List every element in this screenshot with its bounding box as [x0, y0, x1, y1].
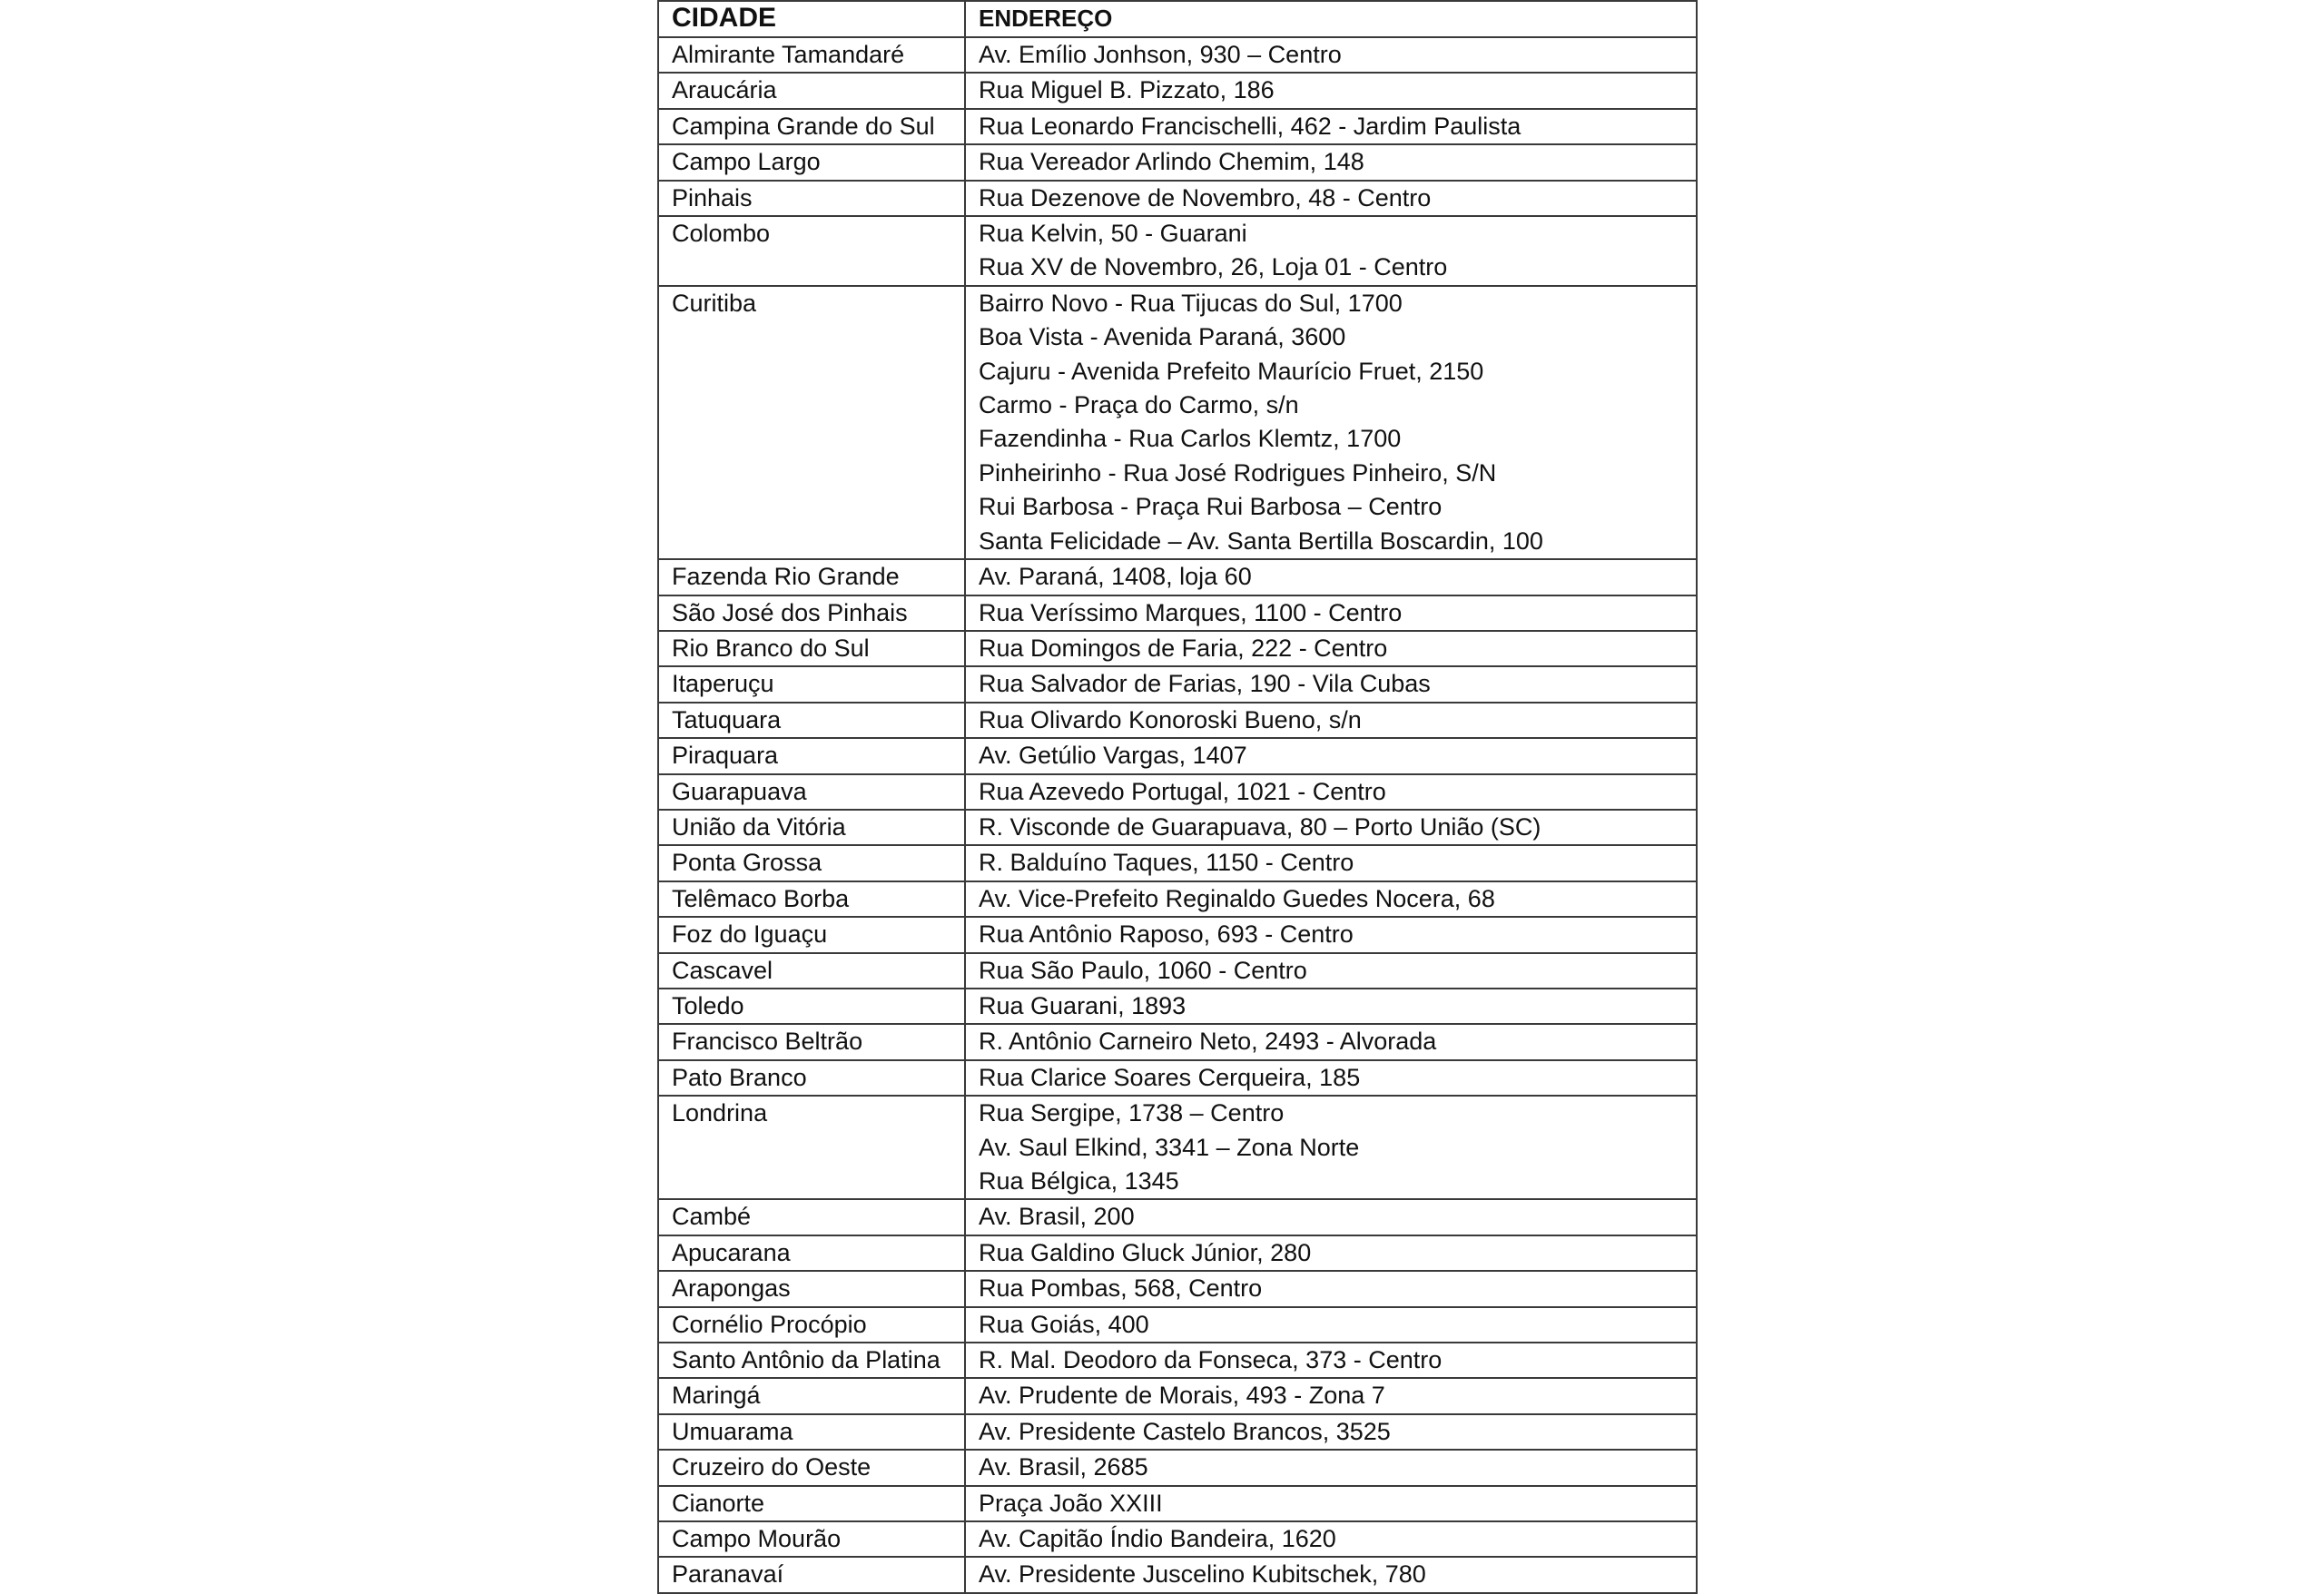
address-line: Rui Barbosa - Praça Rui Barbosa – Centro: [979, 493, 1443, 521]
table-row: [658, 1343, 1697, 1378]
table-row: [658, 917, 1697, 952]
address-cell: [965, 666, 1697, 702]
address-line: R. Balduíno Taques, 1150 - Centro: [979, 849, 1354, 877]
city-cell: Campo Mourão: [658, 1521, 965, 1557]
city-cell: Arapongas: [658, 1271, 965, 1306]
city-cell: Cruzeiro do Oeste: [658, 1450, 965, 1485]
city-cell: Cianorte: [658, 1486, 965, 1521]
address-line: Rua Miguel B. Pizzato, 186: [979, 76, 1275, 104]
address-cell: [965, 881, 1697, 917]
address-cell: [965, 1414, 1697, 1450]
table-row: [658, 1557, 1697, 1592]
table-row: [658, 1378, 1697, 1413]
address-line: Carmo - Praça do Carmo, s/n: [979, 391, 1299, 419]
address-line: Av. Getúlio Vargas, 1407: [979, 742, 1247, 770]
table-row: [658, 989, 1697, 1024]
table-body: [658, 37, 1697, 1593]
city-cell: Campo Largo: [658, 144, 965, 180]
address-cell: [965, 1271, 1697, 1306]
table-row: [658, 1521, 1697, 1557]
address-cell: [965, 774, 1697, 810]
address-line: Rua Veríssimo Marques, 1100 - Centro: [979, 598, 1403, 626]
address-line: Av. Emílio Jonhson, 930 – Centro: [979, 41, 1342, 68]
address-cell: [965, 73, 1697, 108]
address-cell: [965, 286, 1697, 559]
address-line: Fazendinha - Rua Carlos Klemtz, 1700: [979, 425, 1402, 453]
address-line: Av. Saul Elkind, 3341 – Zona Norte: [979, 1133, 1360, 1161]
table-row: [658, 845, 1697, 881]
city-cell: Santo Antônio da Platina: [658, 1343, 965, 1378]
city-cell: Pato Branco: [658, 1060, 965, 1096]
header-row: [658, 1, 1697, 37]
address-cell: [965, 1450, 1697, 1485]
table-row: [658, 181, 1697, 216]
address-line: Rua Domingos de Faria, 222 - Centro: [979, 634, 1388, 662]
address-line: Av. Brasil, 2685: [979, 1453, 1148, 1481]
address-line: Rua Bélgica, 1345: [979, 1167, 1179, 1195]
table-row: [658, 109, 1697, 144]
table-header: [658, 1, 1697, 37]
address-cell: [965, 1486, 1697, 1521]
address-line: Rua Vereador Arlindo Chemim, 148: [979, 148, 1364, 176]
address-line: Av. Prudente de Morais, 493 - Zona 7: [979, 1382, 1385, 1410]
address-line: Rua Clarice Soares Cerqueira, 185: [979, 1063, 1361, 1091]
address-cell: [965, 1521, 1697, 1557]
city-cell: Umuarama: [658, 1414, 965, 1450]
table-row: [658, 216, 1697, 286]
city-cell: Apucarana: [658, 1235, 965, 1271]
city-cell: São José dos Pinhais: [658, 595, 965, 631]
city-cell: Pinhais: [658, 181, 965, 216]
table-row: [658, 286, 1697, 559]
table-row: [658, 631, 1697, 666]
city-cell: Telêmaco Borba: [658, 881, 965, 917]
address-line: Pinheirinho - Rua José Rodrigues Pinheiro, S/N: [979, 458, 1497, 487]
address-table: [657, 0, 1698, 1594]
table-row: [658, 1060, 1697, 1096]
city-cell: Paranavaí: [658, 1557, 965, 1592]
address-line: Rua Kelvin, 50 - Guarani: [979, 220, 1247, 248]
address-line: Rua Goiás, 400: [979, 1310, 1149, 1338]
city-cell: Ponta Grossa: [658, 845, 965, 881]
address-line: R. Mal. Deodoro da Fonseca, 373 - Centro: [979, 1346, 1443, 1374]
address-line: Boa Vista - Avenida Paraná, 3600: [979, 323, 1346, 351]
address-line: Rua Galdino Gluck Júnior, 280: [979, 1238, 1312, 1266]
city-cell: Cornélio Procópio: [658, 1307, 965, 1343]
address-line: Bairro Novo - Rua Tijucas do Sul, 1700: [979, 289, 1403, 317]
address-cell: [965, 1307, 1697, 1343]
address-line: Rua Pombas, 568, Centro: [979, 1274, 1263, 1303]
table-row: [658, 703, 1697, 738]
table-row: [658, 1486, 1697, 1521]
address-cell: [965, 1378, 1697, 1413]
table-row: [658, 810, 1697, 845]
address-cell: [965, 1557, 1697, 1592]
city-cell: Campina Grande do Sul: [658, 109, 965, 144]
table-row: [658, 738, 1697, 773]
city-cell: União da Vitória: [658, 810, 965, 845]
table-row: [658, 1307, 1697, 1343]
address-line: Av. Capitão Índio Bandeira, 1620: [979, 1525, 1336, 1553]
address-line: Rua XV de Novembro, 26, Loja 01 - Centro: [979, 253, 1448, 281]
address-line: Praça João XXIII: [979, 1489, 1163, 1517]
city-cell: Guarapuava: [658, 774, 965, 810]
address-line: Rua Leonardo Francischelli, 462 - Jardim Paulista: [979, 112, 1521, 140]
column-header-address: ENDEREÇO: [965, 1, 1697, 37]
table-row: [658, 881, 1697, 917]
city-cell: Almirante Tamandaré: [658, 37, 965, 73]
table-row: [658, 144, 1697, 180]
city-cell: Cascavel: [658, 953, 965, 989]
table-row: [658, 953, 1697, 989]
table-row: [658, 37, 1697, 73]
table-row: [658, 1271, 1697, 1306]
address-line: Av. Presidente Castelo Brancos, 3525: [979, 1417, 1391, 1445]
address-cell: [965, 738, 1697, 773]
address-line: Santa Felicidade – Av. Santa Bertilla Boscardin, 100: [979, 526, 1543, 555]
address-line: Av. Brasil, 200: [979, 1203, 1135, 1231]
table-row: [658, 774, 1697, 810]
address-cell: [965, 1235, 1697, 1271]
city-cell: Toledo: [658, 989, 965, 1024]
address-line: R. Antônio Carneiro Neto, 2493 - Alvorada: [979, 1028, 1437, 1056]
city-cell: Tatuquara: [658, 703, 965, 738]
address-line: Av. Presidente Juscelino Kubitschek, 780: [979, 1560, 1426, 1589]
address-line: Av. Vice-Prefeito Reginaldo Guedes Nocera, 68: [979, 884, 1495, 912]
address-line: Rua São Paulo, 1060 - Centro: [979, 956, 1307, 984]
address-cell: [965, 989, 1697, 1024]
city-cell: Colombo: [658, 216, 965, 286]
column-header-city: CIDADE: [658, 1, 965, 37]
city-cell: Fazenda Rio Grande: [658, 559, 965, 595]
city-cell: Maringá: [658, 1378, 965, 1413]
address-cell: [965, 144, 1697, 180]
address-cell: [965, 917, 1697, 952]
address-cell: [965, 810, 1697, 845]
table-row: [658, 666, 1697, 702]
address-cell: [965, 1096, 1697, 1199]
city-cell: Araucária: [658, 73, 965, 108]
address-cell: [965, 1060, 1697, 1096]
table-row: [658, 559, 1697, 595]
table-row: [658, 1414, 1697, 1450]
address-line: Rua Azevedo Portugal, 1021 - Centro: [979, 777, 1386, 805]
address-cell: [965, 595, 1697, 631]
city-cell: Piraquara: [658, 738, 965, 773]
address-line: Rua Olivardo Konoroski Bueno, s/n: [979, 705, 1362, 733]
city-cell: Francisco Beltrão: [658, 1024, 965, 1059]
address-cell: [965, 559, 1697, 595]
address-cell: [965, 953, 1697, 989]
table-row: [658, 73, 1697, 108]
city-cell: Rio Branco do Sul: [658, 631, 965, 666]
address-cell: [965, 216, 1697, 286]
table-row: [658, 595, 1697, 631]
address-cell: [965, 37, 1697, 73]
address-line: Rua Sergipe, 1738 – Centro: [979, 1099, 1285, 1127]
city-cell: Itaperuçu: [658, 666, 965, 702]
city-cell: Curitiba: [658, 286, 965, 559]
table-row: [658, 1235, 1697, 1271]
address-line: Rua Antônio Raposo, 693 - Centro: [979, 920, 1354, 949]
city-cell: Foz do Iguaçu: [658, 917, 965, 952]
table-row: [658, 1024, 1697, 1059]
table-row: [658, 1199, 1697, 1235]
address-cell: [965, 109, 1697, 144]
address-line: R. Visconde de Guarapuava, 80 – Porto União (SC): [979, 812, 1541, 841]
city-cell: Cambé: [658, 1199, 965, 1235]
address-line: Rua Dezenove de Novembro, 48 - Centro: [979, 183, 1432, 212]
address-cell: [965, 1199, 1697, 1235]
table-row: [658, 1450, 1697, 1485]
address-cell: [965, 703, 1697, 738]
address-cell: [965, 181, 1697, 216]
city-cell: Londrina: [658, 1096, 965, 1199]
table-row: [658, 1096, 1697, 1199]
address-cell: [965, 631, 1697, 666]
address-line: Rua Salvador de Farias, 190 - Vila Cubas: [979, 670, 1431, 698]
address-line: Rua Guarani, 1893: [979, 991, 1187, 1019]
address-cell: [965, 1024, 1697, 1059]
address-line: Av. Paraná, 1408, loja 60: [979, 563, 1252, 591]
address-cell: [965, 1343, 1697, 1378]
address-cell: [965, 845, 1697, 881]
address-line: Cajuru - Avenida Prefeito Maurício Fruet, 2150: [979, 357, 1484, 385]
